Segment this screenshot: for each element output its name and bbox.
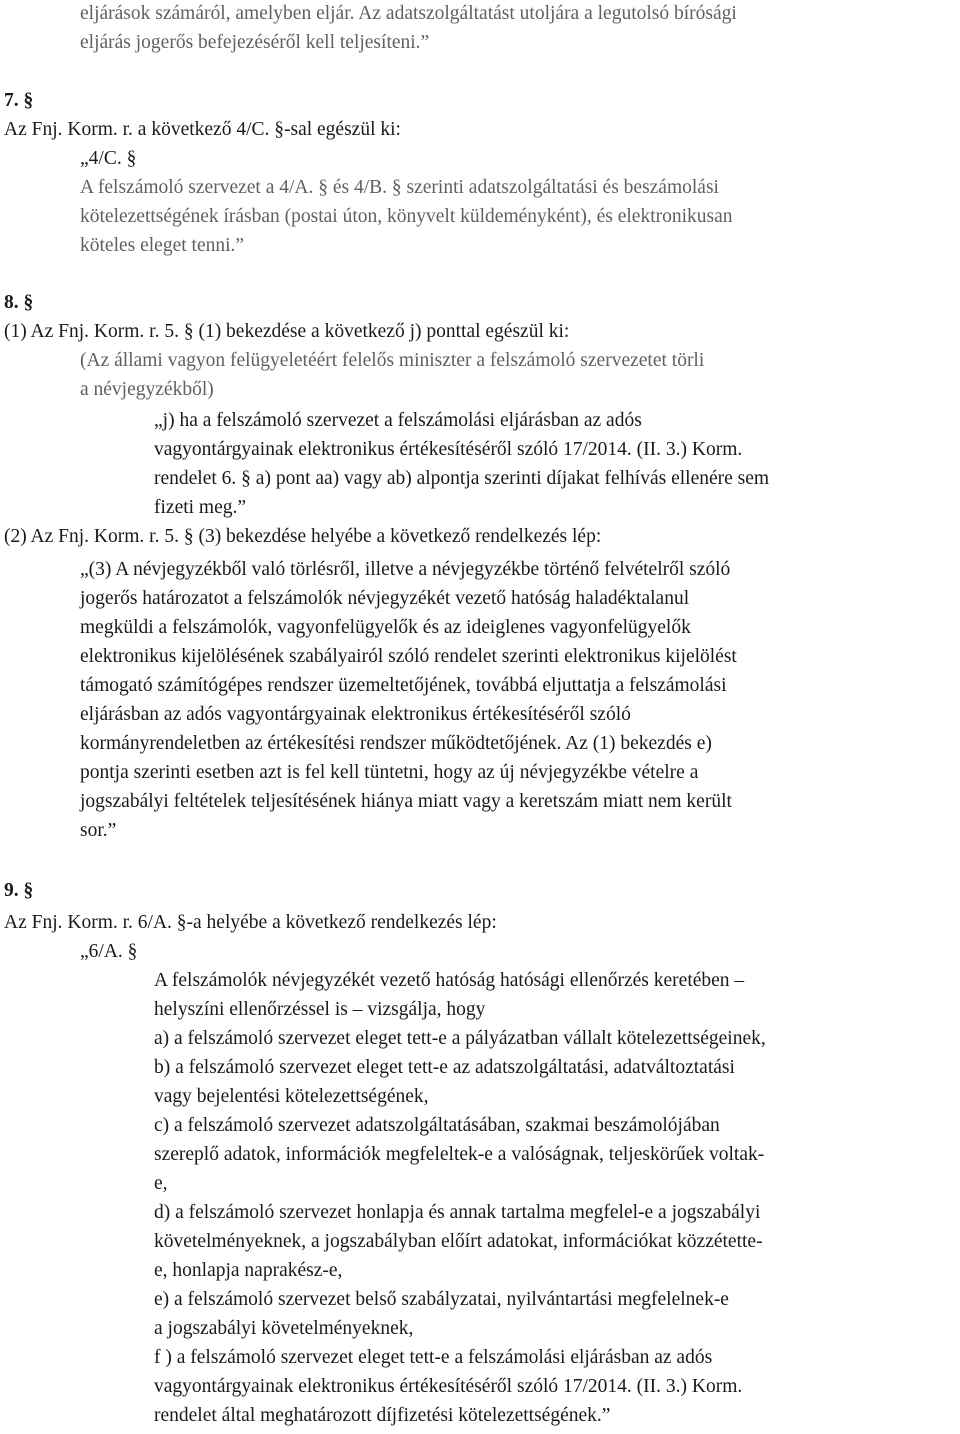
section-9-heading: 9. §: [4, 880, 34, 901]
section-8-p2-line: kormányrendeletben az értékesítési rendszer működtetőjének. Az (1) bekezdés e): [80, 733, 712, 754]
section-9-line: vagy bejelentési kötelezettségének,: [154, 1086, 429, 1107]
section-9-line: e,: [154, 1173, 168, 1194]
section-9-line: követelményeknek, a jogszabályban előírt adatokat, információkat közzétette-: [154, 1231, 763, 1252]
section-9-line: helyszíni ellenőrzéssel is – vizsgálja, hogy: [154, 999, 486, 1020]
section-8-p2-line: támogató számítógépes rendszer üzemeltetőjének, továbbá eljuttatja a felszámolási: [80, 675, 727, 696]
section-9-line: e) a felszámoló szervezet belső szabályzatai, nyilvántartási megfelelnek-e: [154, 1289, 729, 1310]
section-8-p1-line: (1) Az Fnj. Korm. r. 5. § (1) bekezdése a következő j) ponttal egészül ki:: [4, 321, 570, 342]
section-9-line: c) a felszámoló szervezet adatszolgáltatásában, szakmai beszámolójában: [154, 1115, 720, 1136]
section-9-line: „6/A. §: [80, 941, 138, 962]
section-8-heading: 8. §: [4, 292, 34, 313]
section-8-p2-line: sor.”: [80, 820, 117, 841]
section-9-line: szereplő adatok, információk megfeleltek-e a valóságnak, teljeskörűek voltak-: [154, 1144, 765, 1165]
section-8-p1-line: vagyontárgyainak elektronikus értékesítéséről szóló 17/2014. (II. 3.) Korm.: [154, 439, 743, 460]
section-7-line: „4/C. §: [80, 148, 137, 169]
section-7-line: köteles eleget tenni.”: [80, 235, 245, 256]
section-9-line: vagyontárgyainak elektronikus értékesítéséről szóló 17/2014. (II. 3.) Korm.: [154, 1376, 743, 1397]
section-9-line: a jogszabályi követelményeknek,: [154, 1318, 414, 1339]
section-8-p2-line: jogszabályi feltételek teljesítésének hiánya miatt vagy a keretszám miatt nem került: [80, 791, 732, 812]
section-9-line: d) a felszámoló szervezet honlapja és annak tartalma megfelel-e a jogszabályi: [154, 1202, 761, 1223]
section-8-p2-line: elektronikus kijelölésének szabályairól szóló rendelet szerinti elektronikus kijelölést: [80, 646, 737, 667]
section-8-p1-line: fizeti meg.”: [154, 497, 247, 518]
section-8-p2-line: megküldi a felszámolók, vagyonfelügyelők és az ideiglenes vagyonfelügyelők: [80, 617, 691, 638]
section-8-p2-line: eljárásban az adós vagyontárgyainak elektronikus értékesítéséről szóló: [80, 704, 631, 725]
section-9-line: f ) a felszámoló szervezet eleget tett-e a felszámolási eljárásban az adós: [154, 1347, 713, 1368]
section-9-line: a) a felszámoló szervezet eleget tett-e a pályázatban vállalt kötelezettségeinek,: [154, 1028, 766, 1049]
section-7-line: A felszámoló szervezet a 4/A. § és 4/B. § szerinti adatszolgáltatási és beszámolási: [80, 177, 719, 198]
section-8-p1-line: (Az állami vagyon felügyeletéért felelős miniszter a felszámoló szervezetet törli: [80, 350, 705, 371]
intro-line: eljárások számáról, amelyben eljár. Az adatszolgáltatást utoljára a legutolsó bírósági: [80, 3, 737, 24]
section-7-heading: 7. §: [4, 90, 34, 111]
section-8-p1-line: a névjegyzékből): [80, 379, 214, 400]
section-8-p2-line: jogerős határozatot a felszámolók névjegyzékét vezető hatóság haladéktalanul: [80, 588, 690, 609]
section-8-p1-line: „j) ha a felszámoló szervezet a felszámolási eljárásban az adós: [154, 410, 642, 431]
section-8-p1-line: rendelet 6. § a) pont aa) vagy ab) alpontja szerinti díjakat felhívás ellenére sem: [154, 468, 770, 489]
section-9-line: A felszámolók névjegyzékét vezető hatóság hatósági ellenőrzés keretében –: [154, 970, 745, 991]
section-9-line: rendelet által meghatározott díjfizetési kötelezettségének.”: [154, 1405, 611, 1426]
section-7-line: Az Fnj. Korm. r. a következő 4/C. §-sal egészül ki:: [4, 119, 401, 140]
section-9-line: b) a felszámoló szervezet eleget tett-e az adatszolgáltatási, adatváltoztatási: [154, 1057, 735, 1078]
section-7-line: kötelezettségének írásban (postai úton, könyvelt küldeményként), és elektronikusan: [80, 206, 733, 227]
section-8-p2-line: pontja szerinti esetben azt is fel kell tüntetni, hogy az új névjegyzékbe vételre a: [80, 762, 699, 783]
intro-line: eljárás jogerős befejezéséről kell teljesíteni.”: [80, 32, 430, 53]
section-9-line: Az Fnj. Korm. r. 6/A. §-a helyébe a következő rendelkezés lép:: [4, 912, 497, 933]
section-8-p2-line: „(3) A névjegyzékből való törlésről, illetve a névjegyzékbe történő felvételről szóló: [80, 559, 731, 580]
section-9-line: e, honlapja naprakész-e,: [154, 1260, 343, 1281]
section-8-p2-line: (2) Az Fnj. Korm. r. 5. § (3) bekezdése helyébe a következő rendelkezés lép:: [4, 526, 602, 547]
